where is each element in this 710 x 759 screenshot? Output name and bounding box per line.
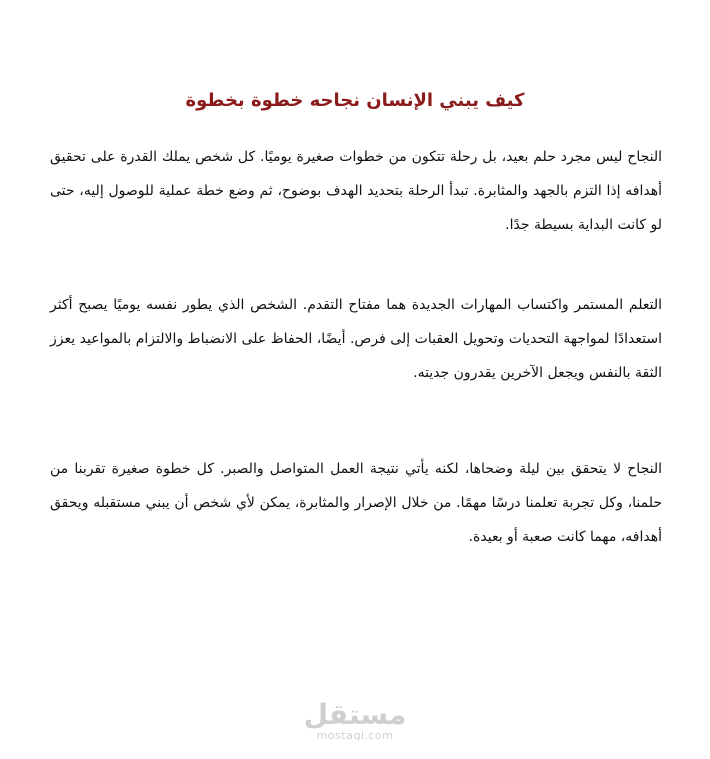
- paragraph-1: النجاح ليس مجرد حلم بعيد، بل رحلة تتكون من خطوات صغيرة يوميًا. كل شخص يملك القدرة على تحقيق أهدافه إذا التزم بالجهد والمثابرة. تبدأ الرحلة بتحديد الهدف بوضوح، ثم وضع خطة عملية للوصول إليه، حتى لو كانت البداية بسيطة جدًا.: [50, 149, 662, 233]
- watermark-brand: مستقل: [303, 698, 407, 731]
- paragraph-3: النجاح لا يتحقق بين ليلة وضحاها، لكنه يأتي نتيجة العمل المتواصل والصبر. كل خطوة صغيرة تقربنا من حلمنا، وكل تجربة تعلمنا درسًا مهمًا. من خلال الإصرار والمثابرة، يمكن لأي شخص أن يبني مستقبله ويحقق أهدافه، مهما كانت صعبة أو بعيدة.: [50, 461, 662, 545]
- watermark-domain: mostaql.com: [316, 729, 394, 742]
- mostaql-watermark-logo: [290, 700, 420, 748]
- paragraph-2: التعلم المستمر واكتساب المهارات الجديدة هما مفتاح التقدم. الشخص الذي يطور نفسه يوميًا يصبح أكثر استعدادًا لمواجهة التحديات وتحويل العقبات إلى فرص. أيضًا، الحفاظ على الانضباط والالتزام بالمواعيد يعزز الثقة بالنفس ويجعل الآخرين يقدرون جديته.: [50, 297, 662, 381]
- document-title: كيف يبني الإنسان نجاحه خطوة بخطوة: [185, 90, 525, 111]
